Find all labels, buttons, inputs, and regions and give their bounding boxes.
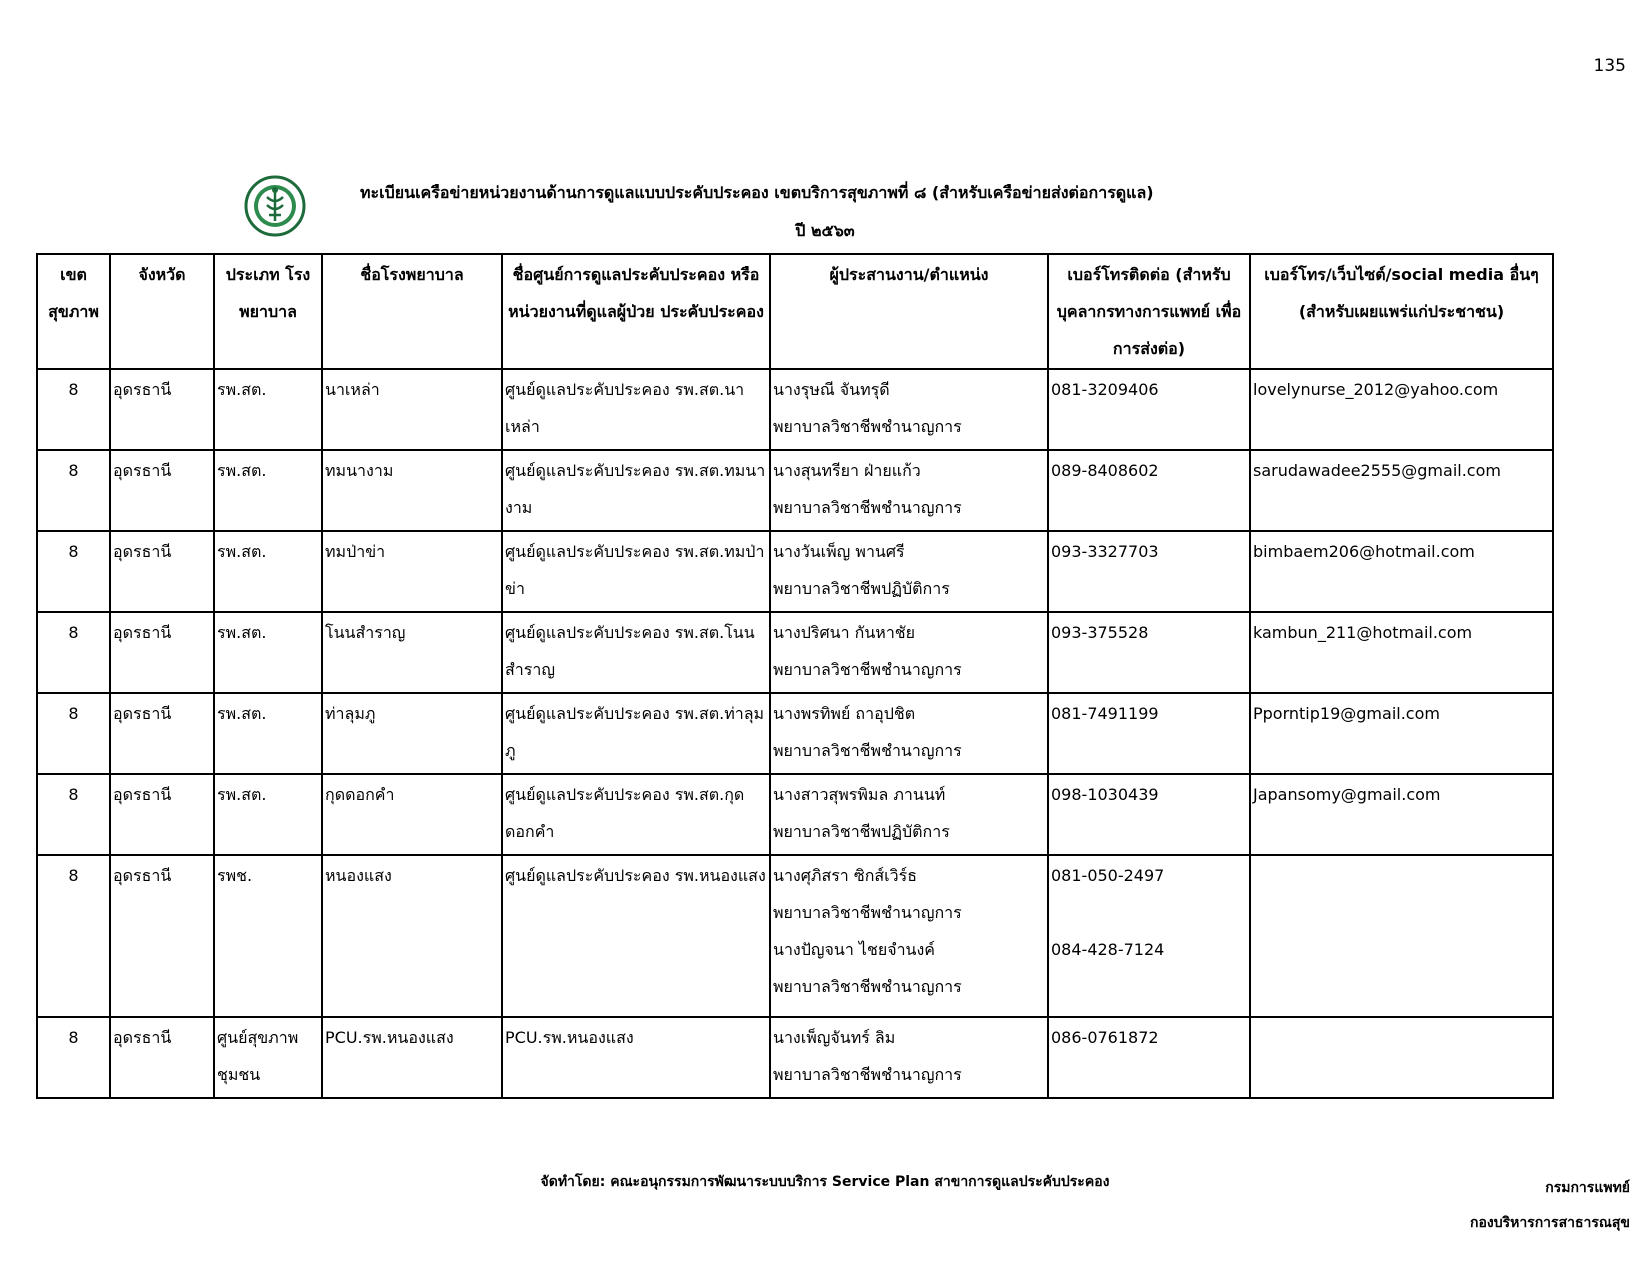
- coordinator-position: พยาบาลวิชาชีพชำนาญการ: [773, 977, 962, 996]
- cell-province: อุดรธานี: [110, 612, 214, 693]
- cell-hospital: PCU.รพ.หนองแสง: [322, 1017, 502, 1098]
- cell-type: รพ.สต.: [214, 450, 322, 531]
- cell-zone: 8: [37, 612, 110, 693]
- cell-type: รพ.สต.: [214, 369, 322, 450]
- coordinator-position: พยาบาลวิชาชีพชำนาญการ: [773, 498, 962, 517]
- cell-phone: 081-3209406: [1048, 369, 1250, 450]
- cell-type: รพ.สต.: [214, 531, 322, 612]
- cell-contact: sarudawadee2555@gmail.com: [1250, 450, 1553, 531]
- cell-phone: 086-0761872: [1048, 1017, 1250, 1098]
- coordinator-name: นางสุนทรียา ฝ่ายแก้ว: [773, 461, 921, 480]
- table-row: [37, 369, 1553, 450]
- cell-zone: 8: [37, 1017, 110, 1098]
- coordinator-position: พยาบาลวิชาชีพปฏิบัติการ: [773, 822, 950, 841]
- cell-phone: [1048, 855, 1250, 1017]
- cell-hospital: ทมนางาม: [322, 450, 502, 531]
- cell-contact: Japansomy@gmail.com: [1250, 774, 1553, 855]
- footer-department: กรมการแพทย์: [1545, 1180, 1630, 1196]
- table-row: [37, 612, 1553, 693]
- coordinator-position: พยาบาลวิชาชีพชำนาญการ: [773, 417, 962, 436]
- header-hospital-name: ชื่อโรงพยาบาล: [322, 254, 502, 369]
- cell-coordinator: [770, 612, 1048, 693]
- cell-contact: bimbaem206@hotmail.com: [1250, 531, 1553, 612]
- cell-zone: 8: [37, 693, 110, 774]
- cell-type: รพช.: [214, 855, 322, 1017]
- cell-center: ศูนย์ดูแลประคับประคอง รพ.หนองแสง: [502, 855, 770, 1017]
- table-row: [37, 774, 1553, 855]
- cell-hospital: หนองแสง: [322, 855, 502, 1017]
- cell-phone: 098-1030439: [1048, 774, 1250, 855]
- table-row: [37, 531, 1553, 612]
- cell-type: ศูนย์สุขภาพชุมชน: [214, 1017, 322, 1098]
- cell-center: ศูนย์ดูแลประคับประคอง รพ.สต.ทมป่าข่า: [502, 531, 770, 612]
- cell-type: รพ.สต.: [214, 693, 322, 774]
- cell-coordinator: [770, 450, 1048, 531]
- cell-center: ศูนย์ดูแลประคับประคอง รพ.สต.โนนสำราญ: [502, 612, 770, 693]
- cell-hospital: กุดดอกคำ: [322, 774, 502, 855]
- header-hospital-type: ประเภท โรงพยาบาล: [214, 254, 322, 369]
- cell-type: รพ.สต.: [214, 612, 322, 693]
- cell-province: อุดรธานี: [110, 774, 214, 855]
- cell-zone: 8: [37, 531, 110, 612]
- coordinator-name: นางวันเพ็ญ พานศรี: [773, 542, 905, 561]
- cell-center: ศูนย์ดูแลประคับประคอง รพ.สต.ท่าลุมภู: [502, 693, 770, 774]
- document-year: ปี ๒๕๖๓: [795, 221, 855, 240]
- cell-zone: 8: [37, 855, 110, 1017]
- cell-province: อุดรธานี: [110, 1017, 214, 1098]
- cell-coordinator: [770, 693, 1048, 774]
- cell-contact: [1250, 1017, 1553, 1098]
- coordinator-name: นางปริศนา กันหาชัย: [773, 623, 916, 642]
- phone-number: 084-428-7124: [1051, 940, 1165, 959]
- table-row: [37, 855, 1553, 1017]
- coordinator-name: นางศุภิสรา ซิกส์เวิร์ธ: [773, 866, 917, 885]
- cell-center: ศูนย์ดูแลประคับประคอง รพ.สต.ทมนางาม: [502, 450, 770, 531]
- cell-contact: [1250, 855, 1553, 1017]
- cell-coordinator: [770, 855, 1048, 1017]
- cell-coordinator: [770, 369, 1048, 450]
- cell-province: อุดรธานี: [110, 531, 214, 612]
- cell-phone: 081-7491199: [1048, 693, 1250, 774]
- cell-phone: 093-3327703: [1048, 531, 1250, 612]
- coordinator-name: นางพรทิพย์ ถาอุปชิต: [773, 704, 916, 723]
- coordinator-name: นางเพ็ญจันทร์ ลิม: [773, 1028, 896, 1047]
- table-row: [37, 1017, 1553, 1098]
- cell-center: ศูนย์ดูแลประคับประคอง รพ.สต.กุดดอกคำ: [502, 774, 770, 855]
- table-row: [37, 693, 1553, 774]
- footer-prepared-by: จัดทำโดย: คณะอนุกรรมการพัฒนาระบบบริการ Service Plan สาขาการดูแลประคับประคอง: [540, 1174, 1110, 1190]
- coordinator-name: นางสาวสุพรพิมล ภานนท์: [773, 785, 946, 804]
- cell-hospital: โนนสำราญ: [322, 612, 502, 693]
- cell-zone: 8: [37, 369, 110, 450]
- page-number: 135: [1593, 56, 1626, 76]
- table-header-row: [37, 254, 1553, 369]
- footer-division: กองบริหารการสาธารณสุข: [1469, 1215, 1630, 1231]
- cell-phone: 093-375528: [1048, 612, 1250, 693]
- cell-contact: lovelynurse_2012@yahoo.com: [1250, 369, 1553, 450]
- cell-hospital: ทมป่าข่า: [322, 531, 502, 612]
- header-public-contact: เบอร์โทร/เว็บไซต์/social media อื่นๆ (สำหรับเผยแพร่แก่ประชาชน): [1250, 254, 1553, 369]
- header-coordinator: ผู้ประสานงาน/ตำแหน่ง: [770, 254, 1048, 369]
- header-referral-phone: เบอร์โทรติดต่อ (สำหรับ บุคลากรทางการแพทย์ เพื่อการส่งต่อ): [1048, 254, 1250, 369]
- header-zone: เขต สุขภาพ: [37, 254, 110, 369]
- cell-province: อุดรธานี: [110, 855, 214, 1017]
- cell-coordinator: [770, 1017, 1048, 1098]
- footer-organization: [1470, 1171, 1630, 1241]
- coordinator-name: นางรุษณี จันทรุดี: [773, 380, 890, 399]
- cell-center: ศูนย์ดูแลประคับประคอง รพ.สต.นาเหล่า: [502, 369, 770, 450]
- cell-zone: 8: [37, 774, 110, 855]
- cell-contact: kambun_211@hotmail.com: [1250, 612, 1553, 693]
- table-row: [37, 450, 1553, 531]
- cell-type: รพ.สต.: [214, 774, 322, 855]
- cell-coordinator: [770, 774, 1048, 855]
- coordinator-position: พยาบาลวิชาชีพชำนาญการ: [773, 660, 962, 679]
- network-registry-table: [36, 253, 1554, 1099]
- cell-contact: Pporntip19@gmail.com: [1250, 693, 1553, 774]
- coordinator-position: พยาบาลวิชาชีพชำนาญการ: [773, 903, 962, 922]
- header-center-name: ชื่อศูนย์การดูแลประคับประคอง หรือ หน่วยงานที่ดูแลผู้ป่วย ประคับประคอง: [502, 254, 770, 369]
- cell-province: อุดรธานี: [110, 369, 214, 450]
- cell-phone: 089-8408602: [1048, 450, 1250, 531]
- cell-province: อุดรธานี: [110, 693, 214, 774]
- cell-coordinator: [770, 531, 1048, 612]
- phone-number: 081-050-2497: [1051, 866, 1165, 885]
- coordinator-position: พยาบาลวิชาชีพชำนาญการ: [773, 741, 962, 760]
- coordinator-position: พยาบาลวิชาชีพปฏิบัติการ: [773, 579, 950, 598]
- coordinator-name: นางปัญจนา ไชยจำนงค์: [773, 940, 935, 959]
- cell-zone: 8: [37, 450, 110, 531]
- cell-province: อุดรธานี: [110, 450, 214, 531]
- header-province: จังหวัด: [110, 254, 214, 369]
- cell-center: PCU.รพ.หนองแสง: [502, 1017, 770, 1098]
- coordinator-position: พยาบาลวิชาชีพชำนาญการ: [773, 1065, 962, 1084]
- document-title: ทะเบียนเครือข่ายหน่วยงานด้านการดูแลแบบประคับประคอง เขตบริการสุขภาพที่ ๘ (สำหรับเครือข่ายส่งต่อการดูแล): [360, 183, 1154, 202]
- cell-hospital: นาเหล่า: [322, 369, 502, 450]
- cell-hospital: ท่าลุมภู: [322, 693, 502, 774]
